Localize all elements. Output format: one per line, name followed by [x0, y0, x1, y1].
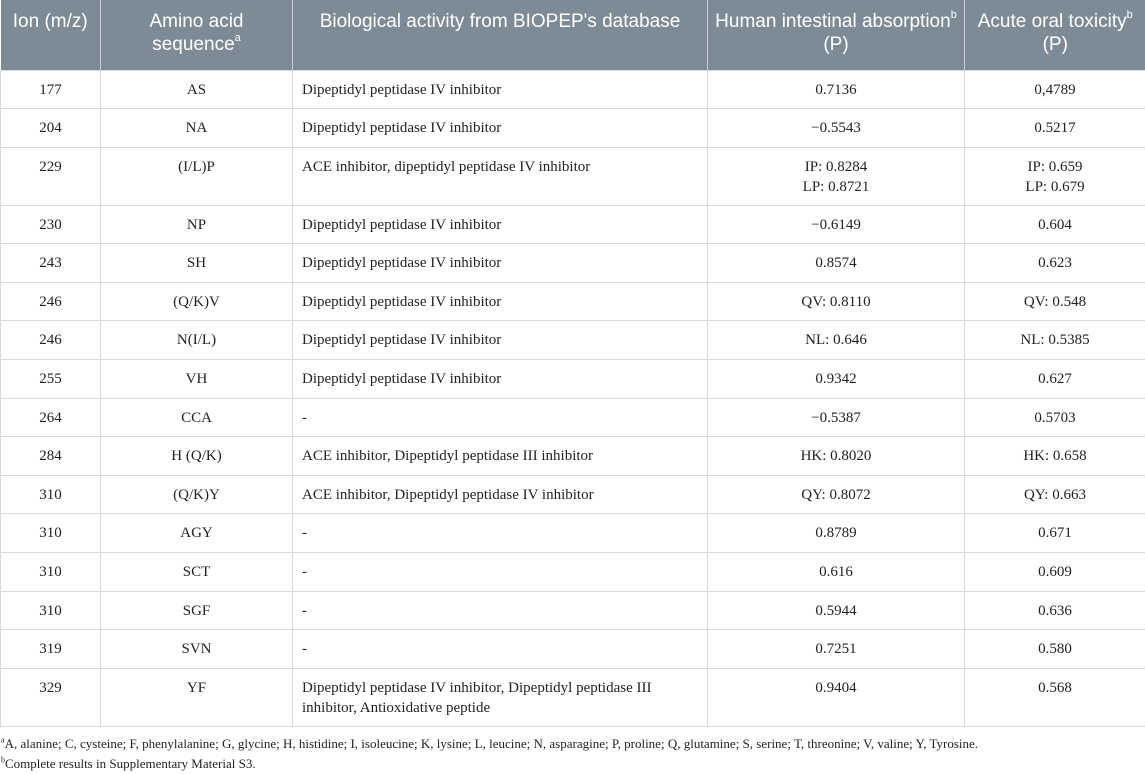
cell-sequence: YF [101, 668, 293, 726]
cell-absorption [708, 553, 965, 592]
table-row [1, 205, 1145, 244]
cell-toxicity [965, 668, 1145, 726]
cell-ion: 319 [1, 630, 101, 669]
table-row [1, 437, 1145, 476]
cell-activity: - [293, 630, 708, 669]
cell-absorption [708, 282, 965, 321]
cell-activity: ACE inhibitor, Dipeptidyl peptidase IV inhibitor [293, 475, 708, 514]
cell-ion: 264 [1, 398, 101, 437]
cell-absorption [708, 360, 965, 399]
cell-sequence: H (Q/K) [101, 437, 293, 476]
cell-ion: 246 [1, 282, 101, 321]
cell-sequence: SH [101, 244, 293, 283]
cell-absorption-line: 0.9342 [716, 369, 956, 389]
cell-absorption-line: QY: 0.8072 [716, 485, 956, 505]
cell-toxicity-line: QY: 0.663 [973, 485, 1137, 505]
cell-toxicity-line: 0.5703 [973, 408, 1137, 428]
table-row [1, 244, 1145, 283]
cell-absorption [708, 109, 965, 148]
cell-toxicity-line: 0.580 [973, 639, 1137, 659]
cell-toxicity [965, 553, 1145, 592]
cell-activity: Dipeptidyl peptidase IV inhibitor [293, 360, 708, 399]
cell-toxicity-line: IP: 0.659 [973, 157, 1137, 177]
table-row [1, 514, 1145, 553]
cell-absorption-line: HK: 0.8020 [716, 446, 956, 466]
cell-absorption [708, 205, 965, 244]
cell-toxicity-line: 0,4789 [973, 80, 1137, 100]
cell-absorption-line: −0.5387 [716, 408, 956, 428]
cell-absorption [708, 630, 965, 669]
table-row [1, 630, 1145, 669]
cell-ion: 310 [1, 553, 101, 592]
cell-toxicity [965, 205, 1145, 244]
cell-ion: 230 [1, 205, 101, 244]
table-row [1, 70, 1145, 109]
cell-ion: 329 [1, 668, 101, 726]
table-row [1, 553, 1145, 592]
cell-toxicity-line: HK: 0.658 [973, 446, 1137, 466]
cell-toxicity [965, 630, 1145, 669]
cell-absorption-line: 0.616 [716, 562, 956, 582]
cell-ion: 255 [1, 360, 101, 399]
cell-absorption-line: 0.8789 [716, 523, 956, 543]
cell-absorption [708, 244, 965, 283]
cell-toxicity [965, 437, 1145, 476]
cell-ion: 310 [1, 591, 101, 630]
cell-activity: - [293, 398, 708, 437]
cell-absorption-line: −0.5543 [716, 118, 956, 138]
cell-toxicity [965, 282, 1145, 321]
cell-ion: 229 [1, 147, 101, 205]
cell-absorption-line: 0.7136 [716, 80, 956, 100]
table-row [1, 109, 1145, 148]
cell-sequence: SVN [101, 630, 293, 669]
cell-toxicity-line: LP: 0.679 [973, 177, 1137, 197]
footnote-a: $^a$A, alanine; C, cysteine; F, phenylalanine; G, glycine; H, histidine; I, isoleucine; K, lysine; L, leucine; N, asparagine; P, proline; Q, glutamine; S, serine; T, threonine; V, valine; Y, Tyrosine. [1, 734, 1145, 754]
cell-absorption-line: 0.7251 [716, 639, 956, 659]
header-activity: Biological activity from BIOPEP's database [293, 0, 708, 70]
cell-activity: Dipeptidyl peptidase IV inhibitor [293, 109, 708, 148]
table-row [1, 282, 1145, 321]
cell-absorption [708, 147, 965, 205]
cell-toxicity-line: 0.627 [973, 369, 1137, 389]
table-row [1, 147, 1145, 205]
cell-activity: - [293, 591, 708, 630]
cell-ion: 204 [1, 109, 101, 148]
cell-activity: ACE inhibitor, dipeptidyl peptidase IV inhibitor [293, 147, 708, 205]
cell-sequence: SGF [101, 591, 293, 630]
cell-toxicity [965, 398, 1145, 437]
cell-toxicity [965, 360, 1145, 399]
table-body [1, 70, 1145, 726]
cell-toxicity-line: 0.568 [973, 678, 1137, 698]
cell-toxicity [965, 514, 1145, 553]
cell-toxicity-line: 0.671 [973, 523, 1137, 543]
cell-toxicity [965, 591, 1145, 630]
cell-absorption-line: NL: 0.646 [716, 330, 956, 350]
cell-sequence: (Q/K)Y [101, 475, 293, 514]
cell-toxicity [965, 321, 1145, 360]
cell-ion: 310 [1, 514, 101, 553]
cell-ion: 246 [1, 321, 101, 360]
cell-toxicity-line: 0.604 [973, 215, 1137, 235]
cell-absorption-line: 0.9404 [716, 678, 956, 698]
header-ion: Ion (m/z) [1, 0, 101, 70]
cell-ion: 243 [1, 244, 101, 283]
cell-toxicity-line: NL: 0.5385 [973, 330, 1137, 350]
cell-absorption [708, 668, 965, 726]
table-row [1, 591, 1145, 630]
footnotes [0, 727, 1145, 774]
cell-ion: 310 [1, 475, 101, 514]
cell-activity: Dipeptidyl peptidase IV inhibitor [293, 205, 708, 244]
cell-activity: - [293, 514, 708, 553]
cell-activity: Dipeptidyl peptidase IV inhibitor [293, 282, 708, 321]
table-row [1, 321, 1145, 360]
cell-activity: Dipeptidyl peptidase IV inhibitor [293, 70, 708, 109]
cell-sequence: SCT [101, 553, 293, 592]
table-row [1, 398, 1145, 437]
cell-sequence: VH [101, 360, 293, 399]
cell-absorption [708, 475, 965, 514]
table-header [1, 0, 1145, 70]
cell-absorption-line: 0.5944 [716, 601, 956, 621]
cell-toxicity [965, 244, 1145, 283]
cell-ion: 284 [1, 437, 101, 476]
table-row [1, 360, 1145, 399]
header-row [1, 0, 1145, 70]
cell-absorption-line: IP: 0.8284 [716, 157, 956, 177]
cell-toxicity-line: 0.5217 [973, 118, 1137, 138]
cell-activity: ACE inhibitor, Dipeptidyl peptidase III inhibitor [293, 437, 708, 476]
cell-sequence: AGY [101, 514, 293, 553]
cell-sequence: AS [101, 70, 293, 109]
cell-toxicity [965, 109, 1145, 148]
cell-activity: - [293, 553, 708, 592]
cell-absorption-line: −0.6149 [716, 215, 956, 235]
cell-activity: Dipeptidyl peptidase IV inhibitor [293, 244, 708, 283]
cell-sequence: NP [101, 205, 293, 244]
cell-toxicity [965, 70, 1145, 109]
cell-toxicity [965, 475, 1145, 514]
cell-activity: Dipeptidyl peptidase IV inhibitor [293, 321, 708, 360]
cell-absorption [708, 591, 965, 630]
cell-toxicity-line: QV: 0.548 [973, 292, 1137, 312]
cell-sequence: CCA [101, 398, 293, 437]
cell-absorption [708, 70, 965, 109]
cell-toxicity-line: 0.623 [973, 253, 1137, 273]
cell-toxicity-line: 0.609 [973, 562, 1137, 582]
cell-ion: 177 [1, 70, 101, 109]
cell-sequence: NA [101, 109, 293, 148]
cell-absorption [708, 514, 965, 553]
cell-absorption-line: 0.8574 [716, 253, 956, 273]
table-row [1, 475, 1145, 514]
cell-activity: Dipeptidyl peptidase IV inhibitor, Dipeptidyl peptidase III inhibitor, Antioxidative peptide [293, 668, 708, 726]
header-sequence: Amino acid sequence$^a$ [101, 0, 293, 70]
cell-sequence: (I/L)P [101, 147, 293, 205]
cell-absorption [708, 398, 965, 437]
footnote-b: $^b$Complete results in Supplementary Material S3. [1, 754, 1145, 774]
cell-absorption [708, 321, 965, 360]
cell-toxicity-line: 0.636 [973, 601, 1137, 621]
cell-absorption [708, 437, 965, 476]
cell-toxicity [965, 147, 1145, 205]
header-toxicity: Acute oral toxicity$^b$ (P) [965, 0, 1145, 70]
cell-sequence: N(I/L) [101, 321, 293, 360]
cell-absorption-line: QV: 0.8110 [716, 292, 956, 312]
table-row [1, 668, 1145, 726]
cell-sequence: (Q/K)V [101, 282, 293, 321]
cell-absorption-line: LP: 0.8721 [716, 177, 956, 197]
header-absorption: Human intestinal absorption$^b$ (P) [708, 0, 965, 70]
